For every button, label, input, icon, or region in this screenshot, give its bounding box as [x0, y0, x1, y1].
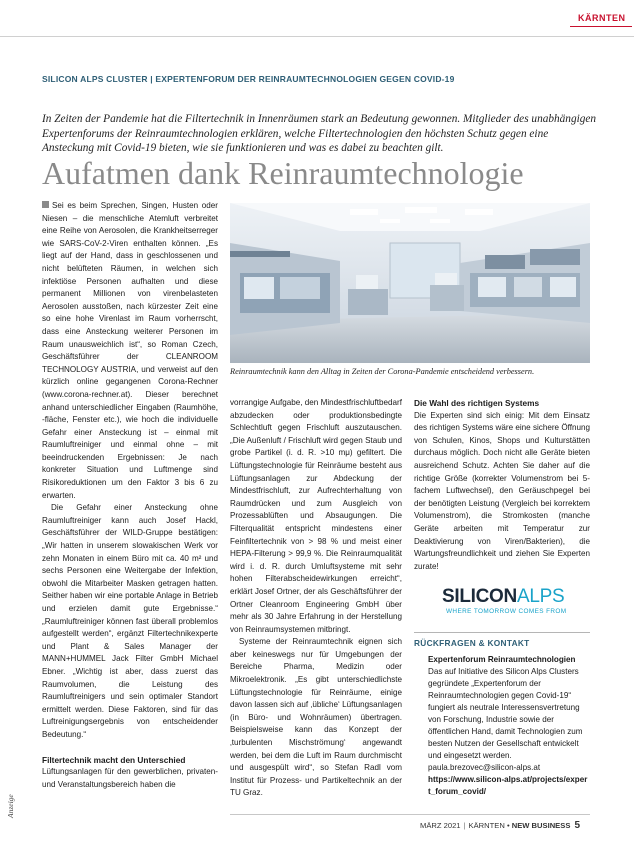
- logo-word-alps: ALPS: [516, 586, 565, 607]
- contact-text: Das auf Initiative des Silicon Alps Clusters gegründete „Expertenforum der Reinraumtechnologien gegen Covid-19“ fungiert als neutrale Interessensvertretung von Forschung, Industrie sowie der öffentlichen Hand, damit Technologien zum besten Nutzen der Gesellschaft entwickelt und eingesetzt werden.: [428, 667, 583, 760]
- paragraph: [42, 200, 218, 502]
- contact-divider: [414, 632, 590, 633]
- advertisement-label: Anzeige: [6, 794, 15, 818]
- article-intro: In Zeiten der Pandemie hat die Filtertechnik in Innenräumen stark an Bedeutung gewonnen. Mitglieder des unabhängigen Expertenforums der Reinraumtechnologien erklären, welche Filtertechnologien den höchsten Schutz gegen eine Ansteckung mit Covid-19 bieten, wie sie funktionieren und was es dabei zu beachten gilt.: [42, 113, 597, 155]
- contact-org: Expertenforum Reinraumtechnologien: [428, 655, 576, 664]
- paragraph: Lüftungsanlagen für den gewerblichen, privaten- und Veranstaltungsbereich haben die: [42, 767, 218, 789]
- page-number: 5: [574, 820, 581, 831]
- footer-bullet: •: [506, 821, 510, 830]
- photo-caption: Reinraumtechnik kann den Alltag in Zeiten der Corona-Pandemie entscheidend verbessern.: [230, 367, 535, 376]
- page-footer: [420, 820, 626, 831]
- footer-separator: |: [463, 821, 466, 830]
- article-column-3: [414, 397, 590, 573]
- contact-email[interactable]: paula.brezovec@silicon-alps.at: [428, 763, 541, 772]
- silicon-alps-logo: [414, 582, 590, 622]
- article-headline: Aufatmen dank Reinraumtechnologie: [42, 155, 524, 191]
- footer-region: KÄRNTEN: [468, 821, 505, 830]
- paragraph-text: Sei es beim Sprechen, Singen, Husten oder Niesen – die menschliche Atemluft verbreitet eine Reihe von Aerosolen, die Krankheitserreger wie SARS-CoV-2-Viren enthalten können. „Es liegt auf der Hand, dass in geschlossenen und nicht belüfteten Räumen, in welchen sich infektiöse Personen aufhalten und diese permanent Millionen von virenbelasteten Aerosolen ausstoßen, nach kürzester Zeit eine so eine hohe Virenlast im Raum vorherrscht, dass eine Ansteckung weiterer Personen im Raum unausweichlich ist“, so Roman Czech, Geschäftsführer der CLEANROOM TECHNOLOGY AUSTRIA, und verweist auf den kürzlich online gegangenen Corona-Rechner (www.corona-rechner.at). Dieser berechnet anhand unterschiedlicher Eingaben (Raumhöhe, -fläche, Fenster etc.), wie hoch die individuelle Gefahr einer Ansteckung ist – einmal mit Raumluftreiniger und einmal ohne – mit beeindruckenden Ergebnissen: Je nach konkreter Situation und Luftmenge sind Risikoreduktionen um den Faktor 3 bis 6 zu erwarten.: [42, 201, 218, 500]
- region-tag-label: KÄRNTEN: [578, 13, 626, 23]
- logo-word-silicon: SILICON: [442, 586, 517, 607]
- logo-wordmark: [442, 586, 564, 608]
- contact-box: [414, 632, 590, 816]
- paragraph: vorrangige Aufgabe, den Mindestfrischluftbedarf abzudecken oder produktionsbedingte Schlechtluft gegen Frischluft auszutauschen. „Die Außenluft / Frischluft wird gegen Staub und grobe Partikel (i. d. R. >10 mμ) gefiltert. Die Lüftungstechnologie für Reinräume besteht aus Lüftungsanlagen zur Abdeckung der Mindestfrischluft, zur Aufrechterhaltung von Raumdrücken und zum Ausgleich von Prozessablüften und Absaugungen. Die Filterqualität entspricht mindestens einer Feinfiltertechnik von > 98 % und meist einer HEPA-Filterung > 99,9 %. Die Reinraumqualität wird i. d. R. durch Umluftsysteme mit sehr hohen Filterabscheidewirkungen erreicht“, erklärt Josef Ortner, der als Geschäftsführer der Ortner Cleanroom Engineering GmbH über mehr als 30 Jahre Erfahrung in der Herstellung von Reinraumsystemen mitbringt.: [230, 398, 402, 634]
- cleanroom-photo: [230, 203, 590, 363]
- footer-date: MÄRZ 2021: [420, 821, 461, 830]
- cleanroom-lab-illustration: [230, 203, 590, 363]
- paragraph: Systeme der Reinraumtechnik eignen sich aber keineswegs nur für Umgebungen der Bereiche Pharma, Medizin oder Mikroelektronik. „Es gibt unterschiedlichste Lüftungstechnologie für Reinräume, einige davon lassen sich auf ‚übliche‘ Lüftungsanlagen (in Büro- und Wohnräumen) übertragen. Beispielsweise kann das Konzept der ‚turbulenten Mischströmung‘ angewandt werden, bei dem die Luft im Raum durchmischt und ausgespült wird“, so Stefan Radl vom Institut für Prozess- und Partikeltechnik an der TU Graz.: [230, 637, 402, 798]
- header-rule: [0, 36, 634, 37]
- contact-url[interactable]: https://www.silicon-alps.at/projects/expert_forum_covid/: [428, 775, 588, 796]
- subheading: Die Wahl des richtigen Systems: [414, 398, 540, 408]
- subheading: Filtertechnik macht den Unterschied: [42, 754, 186, 765]
- contact-title: RÜCKFRAGEN & KONTAKT: [414, 638, 530, 648]
- paragraph-marker-square-icon: [42, 201, 49, 208]
- section-label: SILICON ALPS CLUSTER | EXPERTENFORUM DER REINRAUMTECHNOLOGIEN GEGEN COVID-19: [42, 74, 455, 84]
- paragraph: Die Experten sind sich einig: Mit dem Einsatz des richtigen Systems wäre eine sichere Öffnung von Schulen, Kinos, Shops und Kulturstätten durchaus möglich. Doch nicht alle Geräte bieten ausreichend Schutz. Achten Sie daher auf die richtige Größe (korrekter Volumenstrom bei 5-fachem Luftwechsel), den Geräuschpegel bei der benötigten Leistung (Vergleich bei korrektem Volumenstrom), die Stromkosten (manche Geräte arbeiten mit Temperatur zur Deaktivierung von Viren/Bakterien), die Wartungsfreundlichkeit und ziehen Sie Experten zurate!: [414, 410, 590, 571]
- paragraph: Die Gefahr einer Ansteckung ohne Raumluftreiniger kann auch Josef Hackl, Geschäftsführer der WILD-Gruppe bestätigen: „Wir hatten in unserem slowakischen Werk vor zehn Monaten in einem Büro mit ca. 40 m² und sechs Personen eine Weitergabe der Infektion, obwohl die Mitarbeiter Masken getragen hatten. Seither haben wir eine portable Anlage in Betrieb und erzielen damit gute Ergebnisse.“ „Raumluftreiniger können fast überall problemlos aufgestellt werden“, ergänzt Filtertechnikexperte und Plant & Sales Manager der MANN+HUMMEL Jack Filter GmbH Michael Ebner. „Wichtig ist aber, dass zuerst das Raumvolumen, die Leistung des Raumluftreinigers und sein optimaler Standort ermittelt werden. Diese Faktoren, sind für das Luftreinigungsergebnis von entscheidender Bedeutung.“: [42, 503, 218, 739]
- article-column-2: [230, 397, 402, 800]
- footer-rule: [230, 814, 590, 815]
- logo-tagline: WHERE TOMORROW COMES FROM: [446, 608, 567, 615]
- article-column-1: [42, 200, 218, 791]
- region-tag: [568, 12, 634, 28]
- footer-magazine: NEW BUSINESS: [511, 821, 571, 830]
- contact-body: [428, 654, 590, 798]
